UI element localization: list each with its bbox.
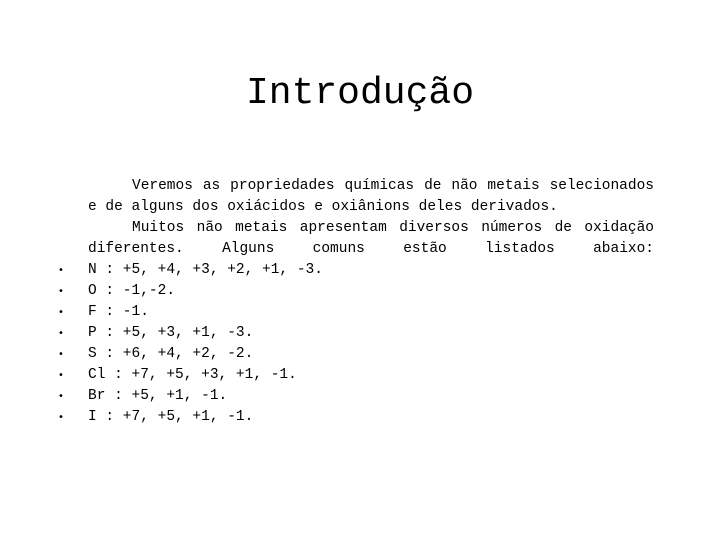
- slide-body: [58, 176, 654, 428]
- bullet-icon: •: [58, 307, 64, 318]
- oxidation-states-list: [58, 260, 654, 428]
- list-item-iodine: [58, 407, 654, 428]
- list-item-nitrogen: [58, 260, 654, 281]
- bullet-icon: •: [58, 265, 64, 276]
- bullet-icon: •: [58, 286, 64, 297]
- list-item-oxygen: [58, 281, 654, 302]
- list-item-bromine: [58, 386, 654, 407]
- bullet-icon: •: [58, 328, 64, 339]
- slide-title: Introdução: [245, 72, 475, 115]
- list-item-fluorine: [58, 302, 654, 323]
- list-item-text: S : +6, +4, +2, -2.: [88, 346, 254, 362]
- bullet-icon: •: [58, 391, 64, 402]
- list-item-text: N : +5, +4, +3, +2, +1, -3.: [88, 262, 323, 278]
- list-item-text: P : +5, +3, +1, -3.: [88, 325, 254, 341]
- list-item-sulfur: [58, 344, 654, 365]
- intro-paragraph: Veremos as propriedades químicas de não metais selecionados e de alguns dos oxiácidos e oxiânions deles derivados.: [88, 178, 654, 215]
- list-item-text: I : +7, +5, +1, -1.: [88, 409, 254, 425]
- bullet-icon: •: [58, 370, 64, 381]
- list-item-text: Cl : +7, +5, +3, +1, -1.: [88, 367, 297, 383]
- bullet-icon: •: [58, 349, 64, 360]
- list-item-text: O : -1,-2.: [88, 283, 176, 299]
- list-item-text: Br : +5, +1, -1.: [88, 388, 228, 404]
- list-item-text: F : -1.: [88, 304, 149, 320]
- list-item-phosphorus: [58, 323, 654, 344]
- oxidation-intro-paragraph: Muitos não metais apresentam diversos números de oxidação diferentes. Alguns comuns estão listados abaixo:: [88, 220, 654, 257]
- list-item-chlorine: [58, 365, 654, 386]
- bullet-icon: •: [58, 412, 64, 423]
